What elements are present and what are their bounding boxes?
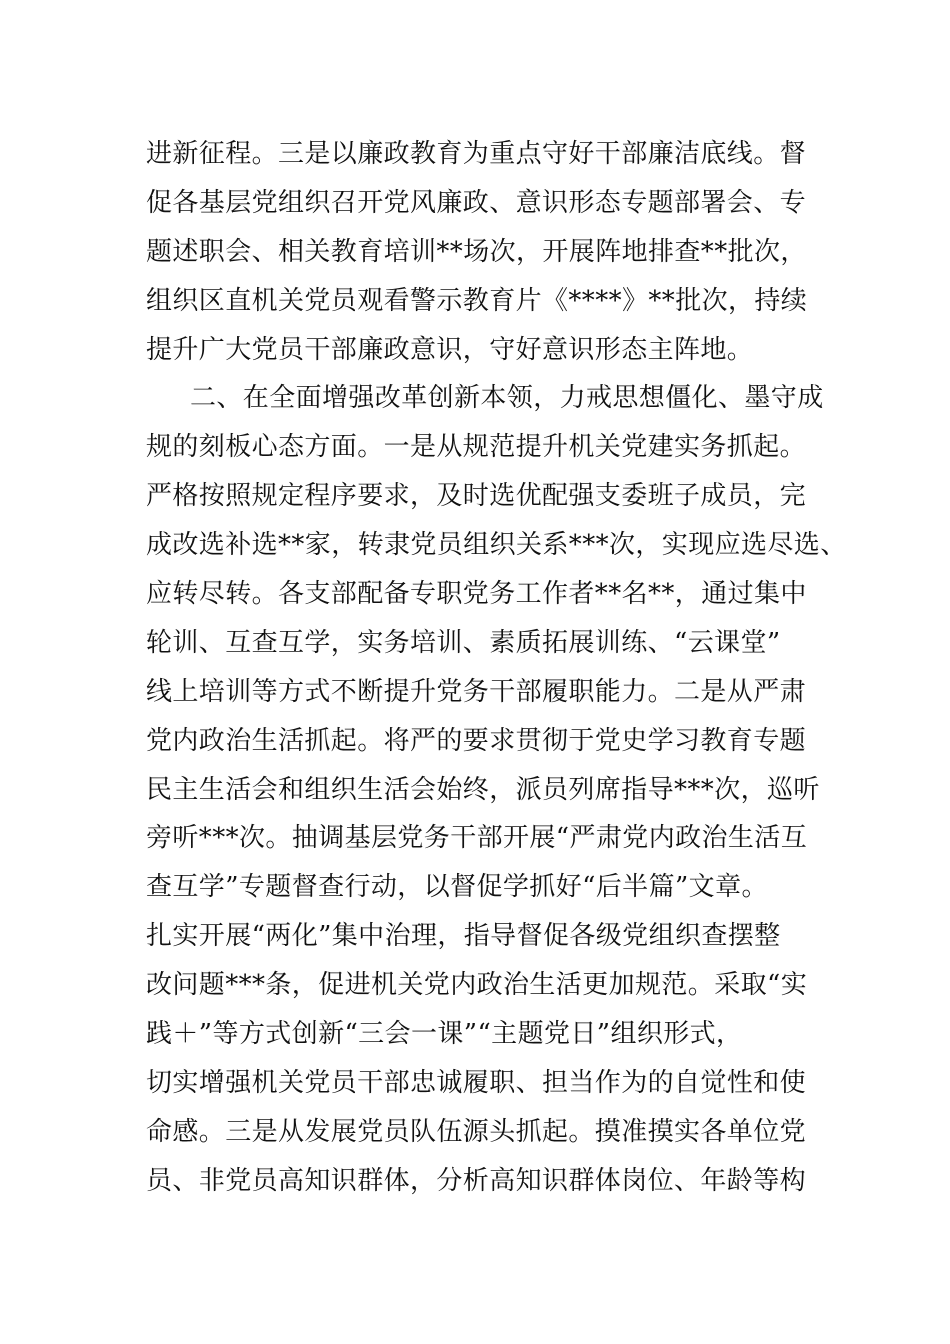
text-line-4: 组织区直机关党员观看警示教育片《****》**批次，持续 — [146, 285, 808, 316]
text-line-22: 员、非党员高知识群体，分析高知识群体岗位、年龄等构 — [146, 1165, 807, 1196]
text-line-5: 提升广大党员干部廉政意识，守好意识形态主阵地。 — [146, 334, 754, 365]
text-line-19: 践＋”等方式创新“三会一课”“主题党日”组织形式， — [146, 1019, 743, 1050]
text-line-1: 进新征程。三是以廉政教育为重点守好干部廉洁底线。督 — [146, 139, 807, 169]
body-text — [146, 130, 847, 1206]
text-line-3: 题述职会、相关教育培训**场次，开展阵地排查**批次， — [146, 236, 807, 267]
text-line-9: 成改选补选**家，转隶党员组织关系***次，实现应选尽选、 — [146, 530, 847, 561]
text-line-12: 线上培训等方式不断提升党务干部履职能力。二是从严肃 — [146, 676, 807, 707]
text-line-10: 应转尽转。各支部配备专职党务工作者**名**，通过集中 — [146, 579, 807, 610]
text-line-7: 规的刻板心态方面。一是从规范提升机关党建实务抓起。 — [146, 432, 807, 463]
section-heading-line: 二、在全面增强改革创新本领，力戒思想僵化、墨守成 — [190, 383, 824, 414]
text-line-2: 促各基层党组织召开党风廉政、意识形态专题部署会、专 — [146, 187, 807, 218]
text-line-16: 查互学”专题督查行动，以督促学抓好“后半篇”文章。 — [146, 872, 768, 903]
text-line-11: 轮训、互查互学，实务培训、素质拓展训练、“云课堂” — [146, 627, 781, 658]
text-line-20: 切实增强机关党员干部忠诚履职、担当作为的自觉性和使 — [146, 1067, 807, 1098]
text-line-21: 命感。三是从发展党员队伍源头抓起。摸准摸实各单位党 — [146, 1116, 807, 1147]
text-line-14: 民主生活会和组织生活会始终，派员列席指导***次，巡听 — [146, 774, 820, 805]
text-line-17: 扎实开展“两化”集中治理，指导督促各级党组织查摆整 — [146, 921, 781, 952]
text-line-13: 党内政治生活抓起。将严的要求贯彻于党史学习教育专题 — [146, 725, 807, 756]
text-line-18: 改问题***条，促进机关党内政治生活更加规范。采取“实 — [146, 970, 808, 1001]
text-line-15: 旁听***次。抽调基层党务干部开展“严肃党内政治生活互 — [146, 823, 808, 854]
text-line-8: 严格按照规定程序要求，及时选优配强支委班子成员，完 — [146, 481, 807, 512]
